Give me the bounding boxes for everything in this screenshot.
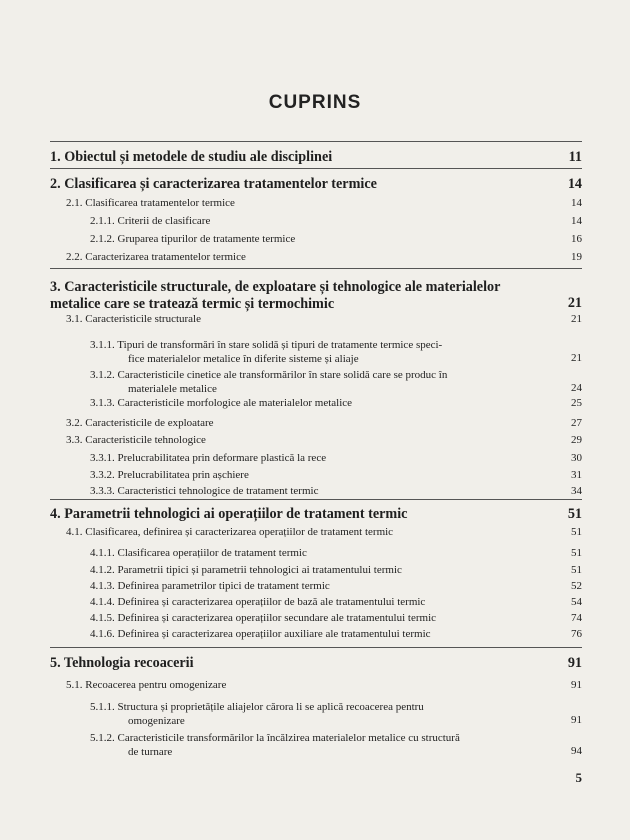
toc-entry-line: fice materialelor metalice în diferite sisteme și aliaje	[128, 353, 359, 365]
toc-entry-title	[90, 564, 525, 577]
toc-entry-line: 5.1.1. Structura și proprietățile aliajelor cărora li se aplică recoacerea pentru	[90, 701, 424, 713]
toc-entry-line: 3.3.2. Prelucrabilitatea prin așchiere	[90, 469, 249, 481]
toc-page-number: 19	[571, 251, 582, 263]
toc-page-number: 27	[571, 417, 582, 429]
toc-page-number: 24	[571, 382, 582, 394]
toc-entry-line: 3. Caracteristicile structurale, de exploatare și tehnologice ale materialelor	[50, 279, 501, 295]
toc-entry-title	[90, 233, 525, 246]
toc-page-number: 52	[571, 580, 582, 592]
toc-page-number: 51	[571, 564, 582, 576]
section-divider	[50, 141, 582, 142]
toc-entry-title	[90, 596, 525, 609]
toc-entry-line: 2.2. Caracterizarea tratamentelor termice	[66, 251, 246, 263]
toc-entry-line: 4.1.5. Definirea și caracterizarea operațiilor secundare ale tratamentului termic	[90, 612, 437, 624]
toc-entry-title	[90, 612, 525, 625]
toc-page-number: 30	[571, 452, 582, 464]
toc-entry-title	[90, 547, 525, 560]
toc-entry-title	[90, 580, 525, 593]
toc-entry-title	[66, 197, 525, 210]
toc-entry-line: metalice care se tratează termic și termochimic	[50, 296, 335, 312]
toc-entry-title	[90, 368, 525, 396]
toc-entry-line: omogenizare	[128, 715, 185, 727]
section-divider	[50, 499, 582, 500]
toc-entry-line: 4.1. Clasificarea, definirea și caracterizarea operațiilor de tratament termic	[66, 526, 394, 538]
toc-entry-title	[90, 485, 525, 498]
toc-page-number: 91	[571, 714, 582, 726]
toc-page-number: 21	[571, 313, 582, 325]
toc-page-number: 51	[571, 526, 582, 538]
toc-entry-line: 2.1.1. Criterii de clasificare	[90, 215, 211, 227]
toc-entry-line: 3.3.1. Prelucrabilitatea prin deformare plastică la rece	[90, 452, 327, 464]
toc-page-number: 31	[571, 469, 582, 481]
toc-entry-line: 2.1. Clasificarea tratamentelor termice	[66, 197, 235, 209]
page-title: CUPRINS	[268, 92, 362, 113]
toc-entry-title	[66, 679, 525, 692]
section-divider	[50, 268, 582, 269]
toc-entry-line: 3.3. Caracteristicile tehnologice	[66, 434, 206, 446]
toc-page-number: 91	[571, 679, 582, 691]
toc-page-number: 91	[567, 655, 582, 671]
toc-entry-line: 4.1.3. Definirea parametrilor tipici de tratament termic	[90, 580, 330, 592]
toc-entry-title	[66, 313, 525, 326]
toc-entry-line: 1. Obiectul și metodele de studiu ale disciplinei	[50, 149, 333, 165]
toc-entry-line: 4.1.4. Definirea și caracterizarea operațiilor de bază ale tratamentului termic	[90, 596, 426, 608]
toc-entry-title	[66, 251, 525, 264]
toc-entry-line: 4.1.1. Clasificarea operațiilor de tratament termic	[90, 547, 307, 559]
toc-entry-title	[90, 469, 525, 482]
toc-entry-line: materialele metalice	[128, 383, 217, 395]
toc-page-number: 51	[567, 506, 582, 522]
toc-entry-line: 4.1.6. Definirea și caracterizarea operațiilor auxiliare ale tratamentului termic	[90, 628, 431, 640]
section-divider	[50, 647, 582, 648]
toc-entry-line: 3.1.3. Caracteristicile morfologice ale materialelor metalice	[90, 397, 353, 409]
toc-entry-title	[90, 628, 525, 641]
toc-page-number: 14	[571, 197, 582, 209]
toc-entry-line: de turnare	[128, 746, 173, 758]
toc-entry-line: 3.3.3. Caracteristici tehnologice de tratament termic	[90, 485, 319, 497]
toc-page-number: 74	[571, 612, 582, 624]
toc-page-number: 14	[567, 176, 582, 192]
page-number: 5	[575, 770, 582, 785]
toc-entry-line: 3.1.2. Caracteristicile cinetice ale transformărilor în stare solidă care se produc în	[90, 369, 448, 381]
toc-entry-title	[50, 656, 525, 671]
toc-page-number: 54	[571, 596, 582, 608]
toc-entry-title	[90, 215, 525, 228]
toc-entry-title	[90, 731, 525, 759]
toc-entry-line: 3.2. Caracteristicile de exploatare	[66, 417, 214, 429]
toc-page-number: 21	[567, 295, 582, 311]
toc-page-number: 25	[571, 397, 582, 409]
toc-page-number: 16	[571, 233, 582, 245]
section-divider	[50, 168, 582, 169]
toc-page-number: 34	[571, 485, 582, 497]
toc-page-number: 21	[571, 352, 582, 364]
toc-entry-title	[66, 417, 525, 430]
toc-entry-line: 3.1. Caracteristicile structurale	[66, 313, 201, 325]
toc-page-number: 51	[571, 547, 582, 559]
toc-entry-title	[50, 279, 525, 313]
toc-page-number: 29	[571, 434, 582, 446]
toc-entry-title	[50, 507, 525, 522]
toc-entry-line: 3.1.1. Tipuri de transformări în stare solidă și tipuri de tratamente termice speci-	[90, 339, 443, 351]
toc-entry-title	[66, 434, 525, 447]
toc-page-number: 14	[571, 215, 582, 227]
toc-entry-title	[50, 177, 525, 192]
toc-entry-title	[90, 397, 525, 410]
toc-entry-title	[50, 150, 525, 165]
toc-page-number: 94	[571, 745, 582, 757]
toc-page-number: 76	[571, 628, 582, 640]
toc-entry-title	[66, 526, 525, 539]
toc-entry-line: 5.1.2. Caracteristicile transformărilor la încălzirea materialelor metalice cu structură	[90, 732, 460, 744]
toc-entry-title	[90, 338, 525, 366]
toc-entry-line: 2.1.2. Gruparea tipurilor de tratamente termice	[90, 233, 296, 245]
toc-entry-line: 5.1. Recoacerea pentru omogenizare	[66, 679, 227, 691]
toc-page-number: 11	[568, 149, 582, 165]
toc-entry-line: 4. Parametrii tehnologici ai operațiilor de tratament termic	[50, 506, 408, 522]
toc-entry-line: 4.1.2. Parametrii tipici și parametrii tehnologici ai tratamentului termic	[90, 564, 402, 576]
toc-entry-title	[90, 700, 525, 728]
toc-entry-line: 2. Clasificarea și caracterizarea tratamentelor termice	[50, 176, 377, 192]
toc-entry-title	[90, 452, 525, 465]
toc-entry-line: 5. Tehnologia recoacerii	[50, 655, 194, 671]
